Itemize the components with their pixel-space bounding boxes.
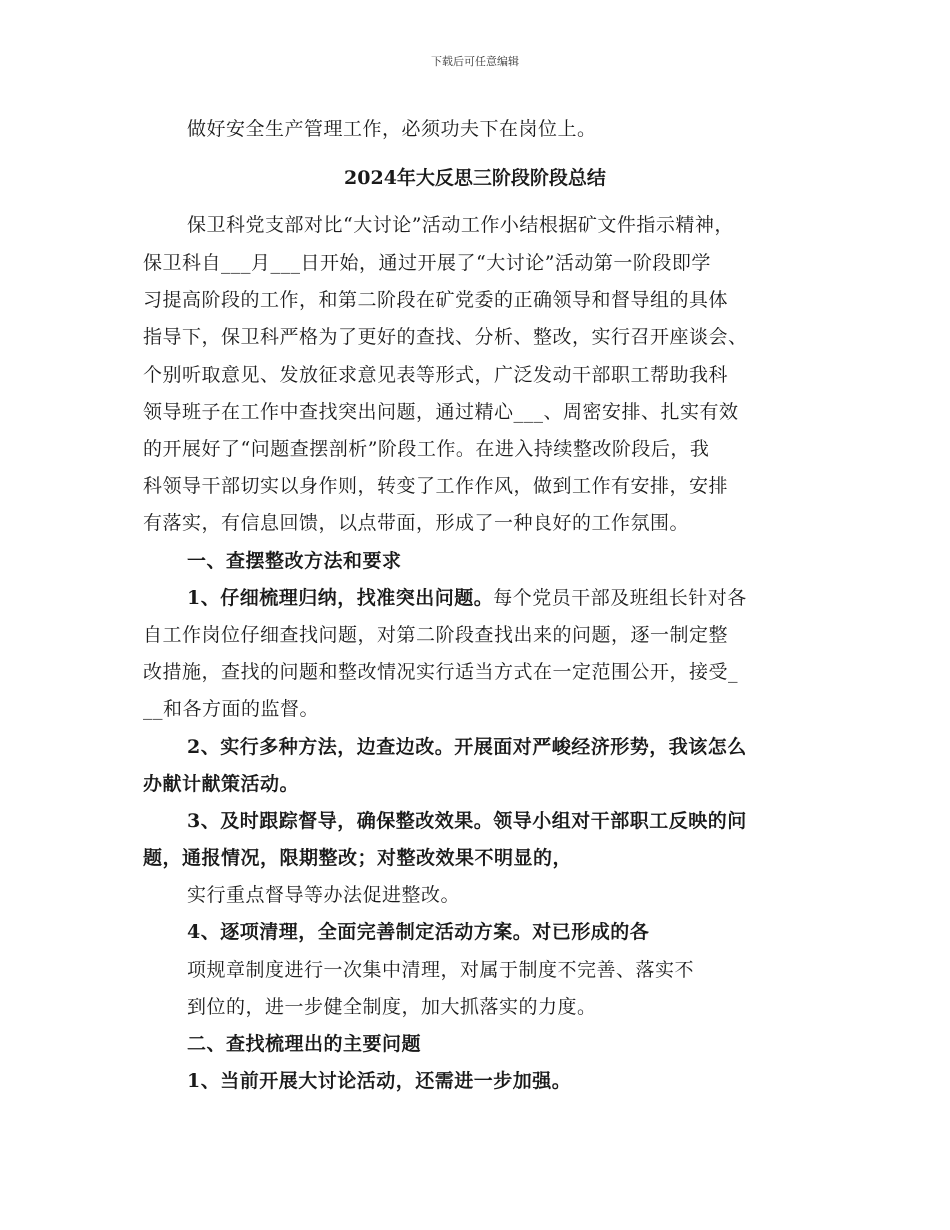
item3-line: 3、及时跟踪督导，确保整改效果。领导小组对干部职工反映的问 (187, 810, 747, 832)
paragraph-line: 个别听取意见、发放征求意见表等形式，广泛发动干部职工帮助我科 (143, 364, 729, 386)
paragraph-line: 指导下，保卫科严格为了更好的查找、分析、整改，实行召开座谈会、 (143, 326, 748, 348)
paragraph-line: 的开展好了“问题查摆剖析”阶段工作。在进入持续整改阶段后，我 (143, 438, 710, 460)
section-heading: 一、查摆整改方法和要求 (187, 550, 402, 572)
item3-tail: 实行重点督导等办法促进整改。 (187, 884, 461, 906)
paragraph-line: 保卫科自___月___日开始，通过开展了“大讨论”活动第一阶段即学 (143, 252, 711, 274)
paragraph-line: 改措施，查找的问题和整改情况实行适当方式在一定范围公开，接受_ (143, 661, 739, 683)
item4-heading: 4、逐项清理，全面完善制定活动方案。对已形成的各 (187, 921, 650, 943)
paragraph-line: 自工作岗位仔细查找问题，对第二阶段查找出来的问题，逐一制定整 (143, 624, 729, 646)
paragraph-line: 科领导干部切实以身作则，转变了工作作风，做到工作有安排，安排 (143, 475, 729, 497)
section-heading: 二、查找梳理出的主要问题 (187, 1033, 422, 1055)
item1-bold-lead: 1、仔细梳理归纳，找准突出问题。 (187, 587, 494, 609)
item2-line: 办献计献策活动。 (143, 773, 300, 795)
section2-item: 1、当前开展大讨论活动，还需进一步加强。 (187, 1070, 572, 1092)
paragraph-line: 保卫科党支部对比“大讨论”活动工作小结根据矿文件指示精神， (187, 214, 734, 236)
item3-line: 题，通报情况，限期整改；对整改效果不明显的， (143, 847, 573, 869)
intro-line: 做好安全生产管理工作，必须功夫下在岗位上。 (187, 118, 597, 140)
item1-line (187, 583, 747, 610)
document-title: 2024年大反思三阶段阶段总结 (344, 167, 606, 189)
paragraph-line: 领导班子在工作中查找突出问题，通过精心___、周密安排、扎实有效 (143, 401, 739, 423)
page-header: 下载后可任意编辑 (431, 55, 519, 68)
item1-text: 每个党员干部及班组长针对各 (493, 587, 747, 609)
item4-line: 到位的，进一步健全制度，加大抓落实的力度。 (187, 996, 597, 1018)
item4-line: 项规章制度进行一次集中清理，对属于制度不完善、落实不 (187, 959, 695, 981)
paragraph-line: 有落实，有信息回馈，以点带面，形成了一种良好的工作氛围。 (143, 512, 690, 534)
paragraph-line: __和各方面的监督。 (143, 698, 320, 720)
item2-line: 2、实行多种方法，边查边改。开展面对严峻经济形势，我该怎么 (187, 736, 747, 758)
paragraph-line: 习提高阶段的工作，和第二阶段在矿党委的正确领导和督导组的具体 (143, 289, 729, 311)
